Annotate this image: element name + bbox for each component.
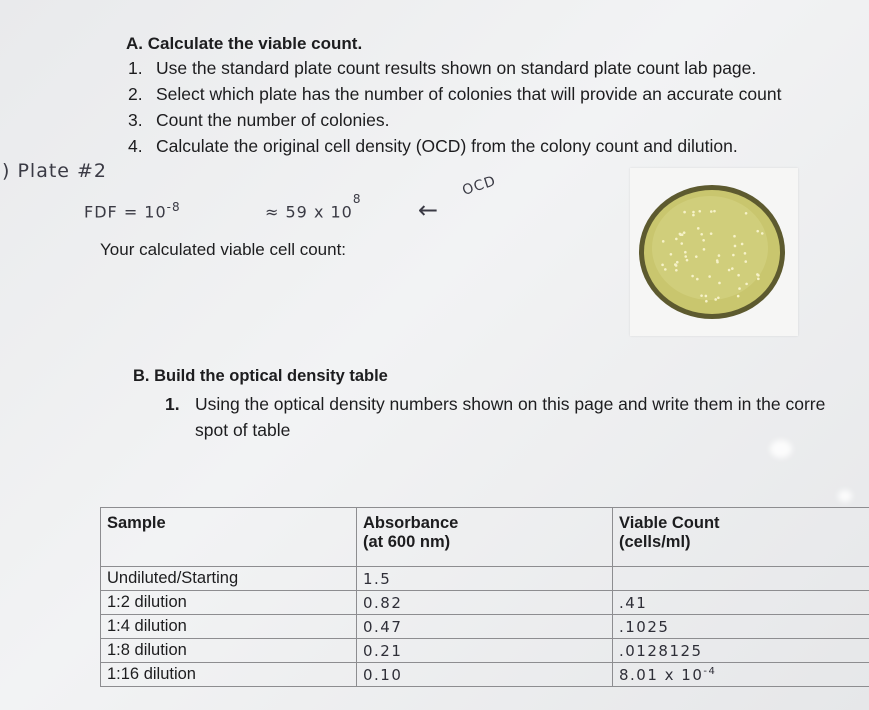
- colony-dot: [757, 274, 760, 277]
- section-a-step-3: [128, 110, 389, 131]
- colony-dot: [675, 238, 678, 241]
- step-text: Count the number of colonies.: [156, 110, 390, 130]
- section-b-title: B. Build the optical density table: [133, 367, 388, 385]
- viable-count-label: Your calculated viable cell count:: [100, 240, 347, 259]
- step-number: 2.: [128, 84, 143, 104]
- step-text: Select which plate has the number of colonies that will provide an accurate count: [156, 84, 782, 104]
- viable-exponent: -4: [703, 665, 717, 677]
- colony-dot: [708, 275, 711, 278]
- header-sample: Sample: [101, 508, 357, 567]
- header-absorbance: [357, 508, 613, 567]
- colony-dot: [697, 227, 700, 230]
- colony-dot: [744, 252, 747, 255]
- approx-exponent: 8: [352, 192, 362, 206]
- colony-dot: [756, 230, 759, 233]
- colony-dot: [705, 300, 708, 303]
- handwritten-plate-label: ) Plate #2: [2, 160, 108, 182]
- cell-absorbance: 1.5: [357, 567, 613, 591]
- colony-dot: [713, 210, 716, 213]
- cell-sample: 1:8 dilution: [101, 639, 357, 663]
- colony-dot: [680, 242, 683, 245]
- optical-density-table: [100, 507, 869, 687]
- colony-dot: [675, 269, 678, 272]
- fdf-text: FDF = 10: [84, 202, 167, 222]
- colony-dot: [717, 296, 720, 299]
- colony-dot: [696, 278, 699, 281]
- cell-absorbance: 0.10: [357, 663, 613, 687]
- colony-dot: [684, 255, 687, 258]
- colony-dot: [684, 251, 687, 254]
- table-row: [101, 639, 869, 663]
- colony-dot: [757, 278, 760, 281]
- cell-viable: .0128125: [613, 639, 869, 663]
- colony-dot: [731, 267, 734, 270]
- handwritten-ocd: OCD: [460, 173, 499, 199]
- colony-dot: [683, 231, 686, 234]
- colony-dot: [686, 259, 689, 262]
- cell-viable: [613, 663, 869, 687]
- colony-dot: [661, 264, 664, 267]
- section-b-step-1: [165, 391, 825, 443]
- step-number: 1.: [165, 394, 180, 414]
- step-text-line-1: Using the optical density numbers shown on this page and write them in the corre: [195, 394, 826, 414]
- step-text: Calculate the original cell density (OCD) from the colony count and dilution.: [156, 136, 738, 156]
- step-text: Use the standard plate count results shown on standard plate count lab page.: [156, 58, 757, 78]
- table-row: [101, 663, 869, 687]
- screen-glare: [838, 490, 852, 502]
- colony-dot: [718, 254, 721, 257]
- cell-sample: 1:16 dilution: [101, 663, 357, 687]
- cell-absorbance: 0.21: [357, 639, 613, 663]
- colony-dot: [745, 212, 748, 215]
- colony-dot: [761, 232, 764, 235]
- cell-viable: .41: [613, 591, 869, 615]
- colony-dot: [738, 287, 741, 290]
- cell-sample: 1:2 dilution: [101, 591, 357, 615]
- colony-dot: [675, 264, 678, 267]
- section-a-step-1: [128, 58, 756, 79]
- colony-dot: [710, 210, 713, 213]
- colony-dot: [734, 245, 737, 248]
- section-a-step-4: [128, 136, 738, 157]
- table-row: [101, 591, 869, 615]
- colony-dot: [705, 295, 708, 298]
- colony-dot: [692, 211, 695, 214]
- cell-sample: Undiluted/Starting: [101, 567, 357, 591]
- colony-dot: [679, 233, 682, 236]
- colony-dot: [718, 282, 721, 285]
- handwritten-fdf: [84, 200, 181, 221]
- colony-dot: [732, 254, 735, 257]
- colony-dot: [710, 232, 713, 235]
- step-number: 1.: [128, 58, 143, 78]
- approx-text: ≈ 59 x 10: [265, 202, 353, 222]
- handwritten-arrow: ←: [418, 196, 440, 224]
- cell-absorbance: 0.82: [357, 591, 613, 615]
- colony-dot: [700, 294, 703, 297]
- petri-dish-drawing: [630, 168, 798, 336]
- cell-viable: .1025: [613, 615, 869, 639]
- colony-dot: [664, 268, 667, 271]
- table-row: [101, 567, 869, 591]
- table-header-row: [101, 508, 869, 567]
- colony-dot: [692, 214, 695, 217]
- colony-dot: [691, 275, 694, 278]
- step-number: 4.: [128, 136, 143, 156]
- screen-glare: [770, 440, 792, 458]
- colony-dot: [703, 248, 706, 251]
- fdf-exponent: -8: [166, 200, 181, 214]
- header-viable-line-2: (cells/ml): [619, 533, 691, 551]
- section-a-title: A. Calculate the viable count.: [126, 34, 363, 53]
- colony-dot: [737, 274, 740, 277]
- cell-viable: [613, 567, 869, 591]
- viable-value: 8.01 x 10: [619, 665, 704, 684]
- header-absorbance-line-2: (at 600 nm): [363, 533, 451, 551]
- header-viable-count: [613, 508, 869, 567]
- cell-absorbance: 0.47: [357, 615, 613, 639]
- colony-dot: [733, 235, 736, 238]
- colony-dot: [702, 239, 705, 242]
- handwritten-approx: [265, 192, 362, 222]
- colony-dot: [737, 295, 740, 298]
- colony-dot: [744, 260, 747, 263]
- colony-dot: [698, 210, 701, 213]
- table-row: [101, 615, 869, 639]
- header-viable-line-1: Viable Count: [619, 514, 720, 532]
- section-a-step-2: [128, 84, 782, 105]
- colony-dot: [745, 283, 748, 286]
- colony-dot: [700, 233, 703, 236]
- colony-dot: [662, 240, 665, 243]
- colony-dot: [716, 259, 719, 262]
- header-absorbance-line-1: Absorbance: [363, 514, 459, 532]
- colony-dot: [670, 253, 673, 256]
- colony-dot: [741, 243, 744, 246]
- step-number: 3.: [128, 110, 143, 130]
- colony-dot: [695, 255, 698, 258]
- step-text-line-2: spot of table: [195, 420, 291, 440]
- colony-dot: [714, 298, 717, 301]
- colony-dot: [683, 211, 686, 214]
- colony-dot: [676, 261, 679, 264]
- colony-dot: [728, 269, 731, 272]
- cell-sample: 1:4 dilution: [101, 615, 357, 639]
- petri-plate-image: [630, 168, 798, 336]
